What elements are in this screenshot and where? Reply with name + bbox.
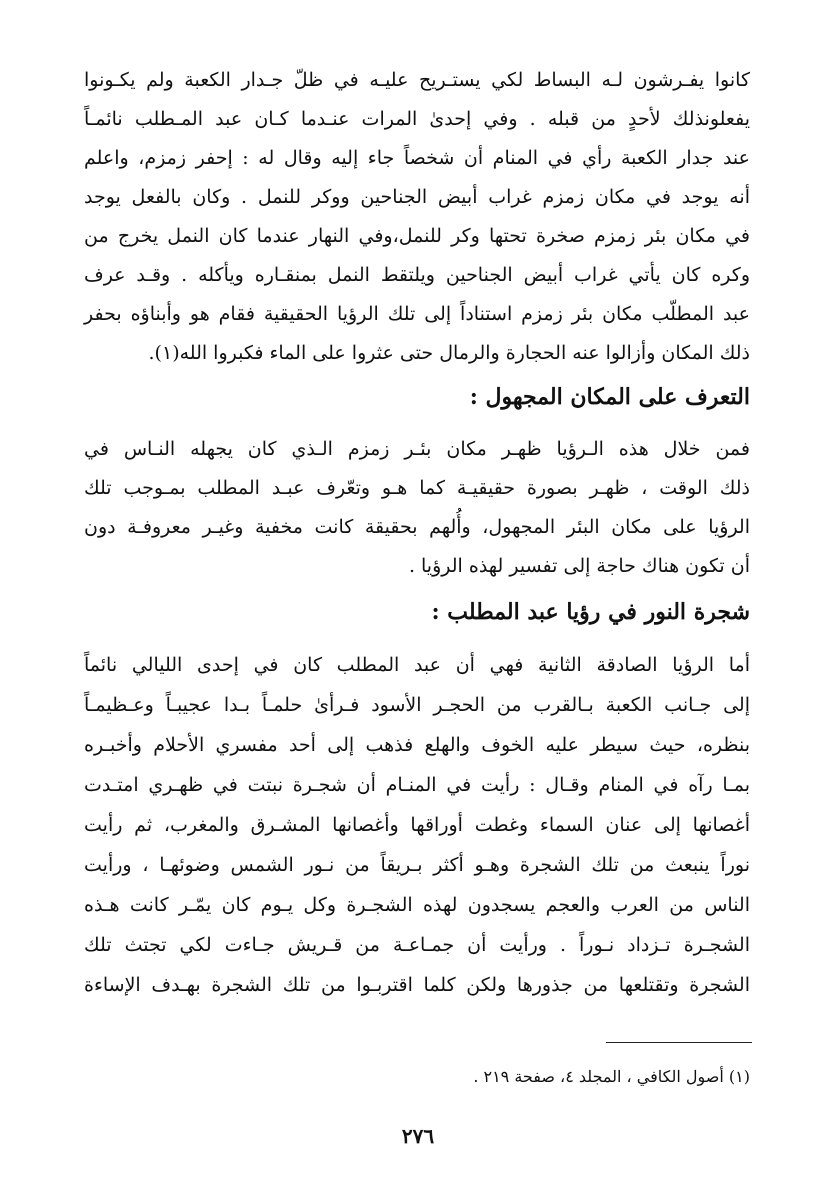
- footnote: (١) أصول الكافي ، المجلد ٤، صفحة ٢١٩ .: [473, 1067, 750, 1086]
- text-line: أغصانها إلى عنان السماء وغطت أوراقها وأغصانها المشـرق والمغرب، ثم رأيت: [84, 814, 750, 836]
- footnote-separator: [606, 1042, 752, 1043]
- page-number: ٢٧٦: [401, 1124, 435, 1148]
- text-line: إلى جـانب الكعبة بـالقرب من الحجـر الأسود فـرأىٰ حلمـاً بـدا عجيبـاً وعـظيمـاً: [84, 694, 750, 716]
- text-line: عند جدار الكعبة رأي في المنام أن شخصاً جاء إليه وقال له : إحفر زمزم، واعلم: [84, 147, 750, 169]
- text-line: عبد المطلّب مكان بئر زمزم استناداً إلى تلك الرؤيا الحقيقية فقام هو وأبناؤه بحفر: [84, 303, 750, 325]
- section-heading: شجرة النور في رؤيا عبد المطلب :: [431, 599, 750, 625]
- text-line: الناس من العرب والعجم يسجدون لهذه الشجـرة وكل يـوم كان يمّـر كانت هـذه: [84, 894, 750, 916]
- text-line: ذلك الوقت ، ظهـر بصورة حقيقيـة كما هـو وتعّرف عبـد المطلب بمـوجب تلك: [84, 477, 750, 499]
- text-line: أما الرؤيا الصادقة الثانية فهي أن عبد المطلب كان في إحدى الليالي نائماً: [84, 654, 750, 676]
- section-heading: التعرف على المكان المجهول :: [469, 384, 750, 410]
- text-line: أن تكون هناك حاجة إلى تفسير لهذه الرؤيا .: [408, 555, 750, 577]
- text-line: في مكان بئر زمزم صخرة تحتها وكر للنمل،وفي النهار عندما كان النمل يخرج من: [84, 225, 750, 247]
- text-line: كانوا يفـرشون لـه البساط لكي يستـريح عليـه في ظلّ جـدار الكعبة ولم يكـونوا: [84, 69, 750, 91]
- text-line: نوراً ينبعث من تلك الشجرة وهـو أكثر بـريقاً من نـور الشمس وضوئهـا ، ورأيت: [84, 854, 750, 876]
- text-line: فمن خلال هذه الـرؤيا ظهـر مكان بئـر زمزم الـذي كان يجهله النـاس في: [84, 438, 750, 460]
- text-line: بنظره، حيث سيطر عليه الخوف والهلع فذهب إلى أحد مفسري الأحلام وأخبـره: [84, 734, 750, 756]
- text-line: أنه يوجد في مكان زمزم غراب أبيض الجناحين ووكر للنمل . وكان بالفعل يوجد: [84, 186, 750, 208]
- text-line: الرؤيا على مكان البئر المجهول، وأُلهم بحقيقة كانت مخفية وغيـر معروفـة دون: [84, 516, 750, 538]
- text-line: يفعلونذلك لأحدٍ من قبله . وفي إحدىٰ المرات عنـدما كـان عبد المـطلب نائمـاً: [84, 108, 750, 130]
- text-line: الشجـرة تـزداد نـوراً . ورأيت أن جمـاعـة من قـريش جـاءت لكي تجتث تلك: [84, 934, 750, 956]
- text-line: الشجرة وتقتلعها من جذورها ولكن كلما اقتربـوا من تلك الشجرة بهـدف الإساءة: [84, 974, 750, 996]
- text-line: بمـا رآه في المنام وقـال : رأيت في المنـام أن شجـرة نبتت في ظهـري امتـدت: [84, 774, 750, 796]
- text-line: وكره كان يأتي غراب أبيض الجناحين ويلتقط النمل بمنقـاره ويأكله . وقـد عرف: [84, 264, 750, 286]
- text-line: ذلك المكان وأزالوا عنه الحجارة والرمال حتى عثروا على الماء فكبروا الله(١).: [148, 342, 750, 364]
